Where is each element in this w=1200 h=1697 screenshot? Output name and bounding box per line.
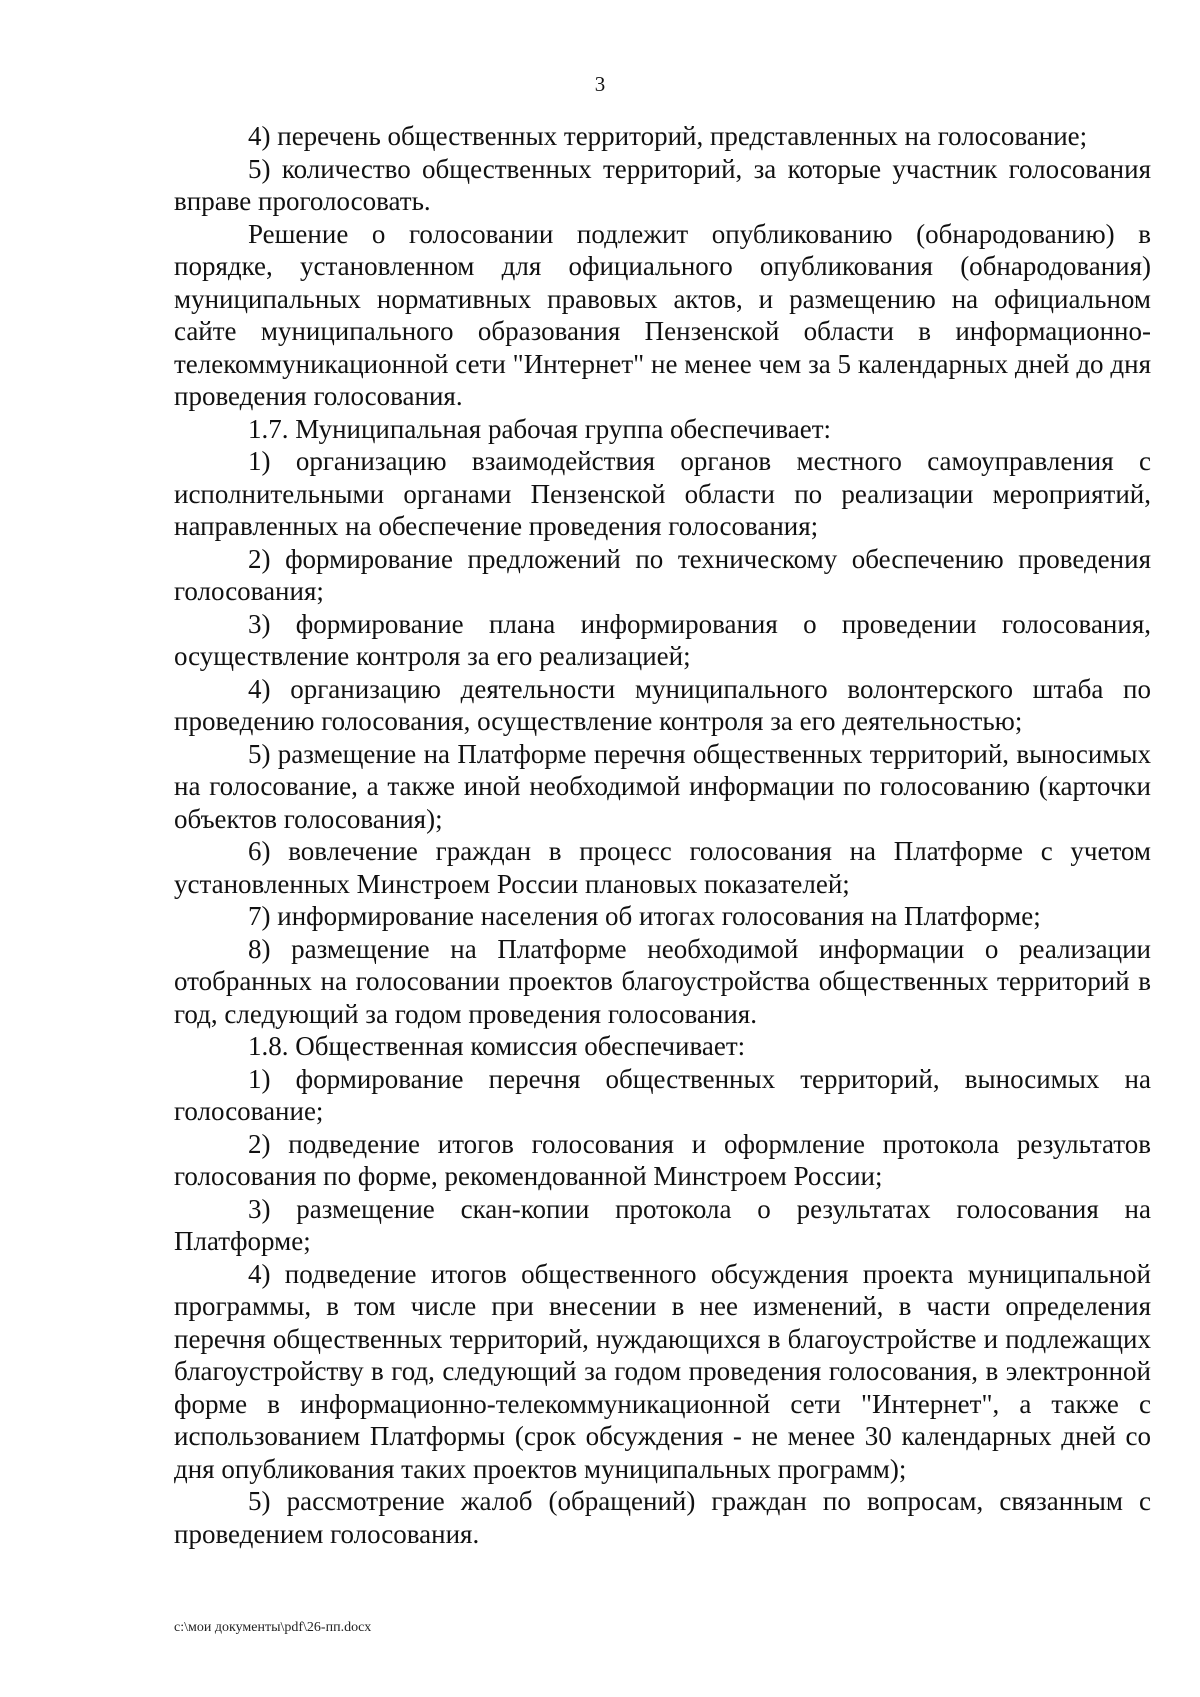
paragraph: 1) организацию взаимодействия органов местного самоуправления с исполнительными органами Пензенской области по реализации мероприятий, направленных на обеспечение проведения голосования; <box>174 446 1151 541</box>
paragraph: 4) организацию деятельности муниципального волонтерского штаба по проведению голосования, осуществление контроля за его деятельностью; <box>174 673 1151 736</box>
paragraph: Решение о голосовании подлежит опубликованию (обнародованию) в порядке, установленном для официального опубликования (обнародования) муниципальных нормативных правовых актов, и размещению на официальном сайте муниципального образования Пензенской области в информационно-телекоммуникационной сети "Интернет" не менее чем за 5 календарных дней до дня проведения голосования. <box>174 218 1151 411</box>
document-body <box>174 120 1151 1550</box>
paragraph: 7) информирование населения об итогах голосования на Платформе; <box>248 901 1041 931</box>
paragraph: 4) подведение итогов общественного обсуждения проекта муниципальной программы, в том числе при внесении в нее изменений, в части определения перечня общественных территорий, нуждающихся в благоустройстве и подлежащих благоустройству в год, следующий за годом проведения голосования, в электронной форме в информационно-телекоммуникационной сети "Интернет", а также с использованием Платформы (срок обсуждения - не менее 30 календарных дней со дня опубликования таких проектов муниципальных программ); <box>174 1258 1151 1484</box>
paragraph: 6) вовлечение граждан в процесс голосования на Платформе с учетом установленных Минстроем России плановых показателей; <box>174 836 1151 899</box>
paragraph: 8) размещение на Платформе необходимой информации о реализации отобранных на голосовании проектов благоустройства общественных территорий в год, следующий за годом проведения голосования. <box>174 933 1151 1029</box>
section-heading: 1.8. Общественная комиссия обеспечивает: <box>248 1031 746 1061</box>
paragraph: 3) формирование плана информирования о проведении голосования, осуществление контроля за его реализацией; <box>174 608 1151 671</box>
paragraph: 4) перечень общественных территорий, представленных на голосование; <box>248 121 1088 151</box>
paragraph: 2) подведение итогов голосования и оформление протокола результатов голосования по форме, рекомендованной Минстроем России; <box>174 1128 1151 1191</box>
paragraph: 5) количество общественных территорий, за которые участник голосования вправе проголосовать. <box>174 153 1151 216</box>
paragraph: 5) размещение на Платформе перечня общественных территорий, выносимых на голосование, а также иной необходимой информации по голосованию (карточки объектов голосования); <box>174 738 1151 834</box>
paragraph: 3) размещение скан-копии протокола о результатах голосования на Платформе; <box>174 1193 1151 1256</box>
file-path-footer: c:\мои документы\pdf\26-пп.docx <box>174 1620 372 1635</box>
paragraph: 1) формирование перечня общественных территорий, выносимых на голосование; <box>174 1063 1151 1126</box>
page-number: 3 <box>594 72 606 96</box>
section-heading: 1.7. Муниципальная рабочая группа обеспечивает: <box>248 413 832 444</box>
paragraph: 2) формирование предложений по техническому обеспечению проведения голосования; <box>174 543 1151 606</box>
paragraph: 5) рассмотрение жалоб (обращений) граждан по вопросам, связанным с проведением голосования. <box>174 1486 1151 1549</box>
